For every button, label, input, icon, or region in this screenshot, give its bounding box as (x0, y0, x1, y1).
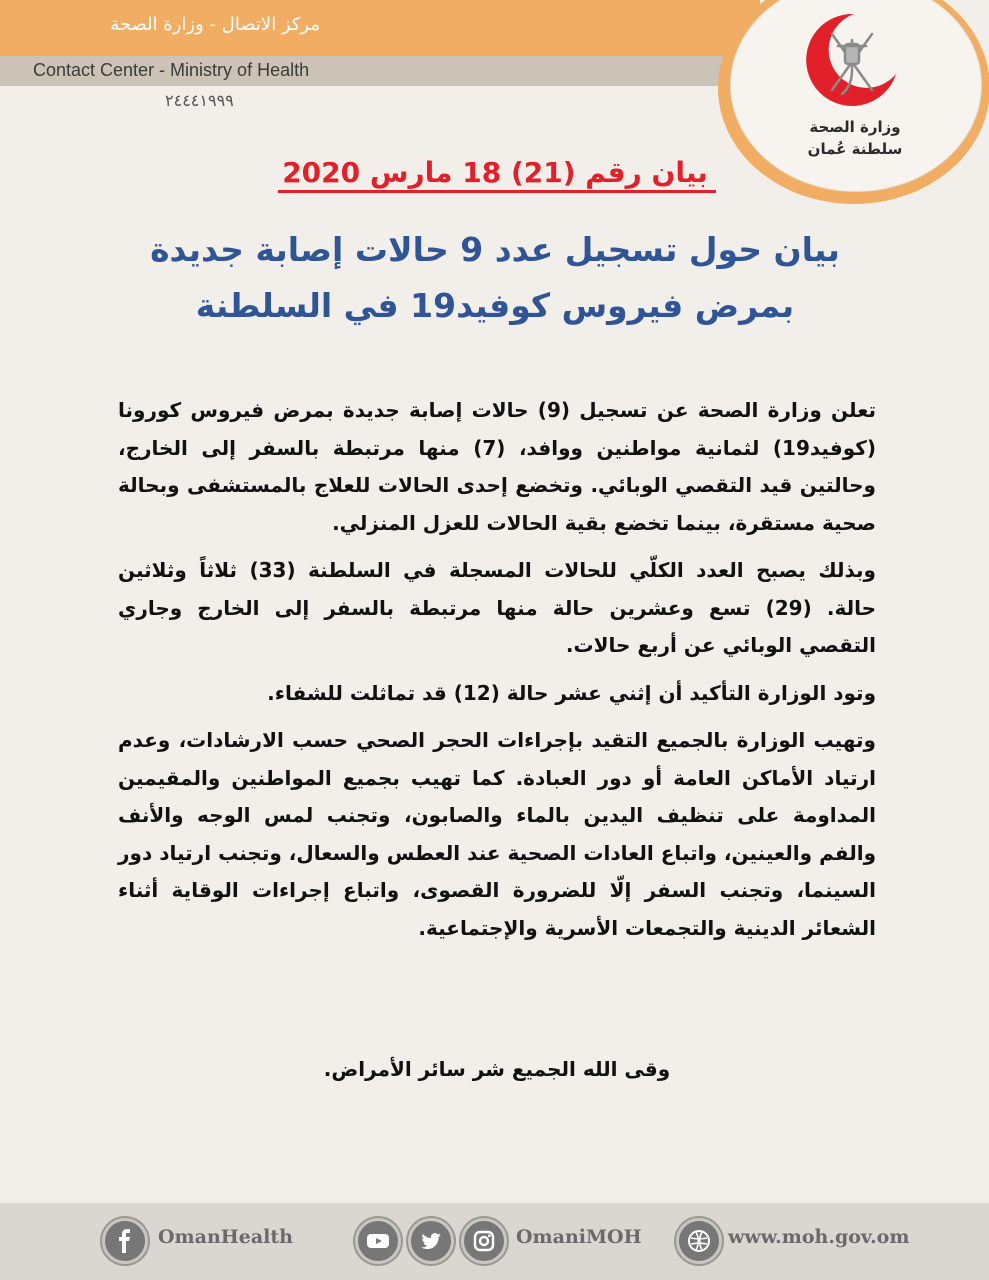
body-paragraph-2: وبذلك يصبح العدد الكلّي للحالات المسجلة في السلطنة (33) ثلاثاً وثلاثين حالة. (29) تسع وعشرين حالة منها مرتبطة بالسفر إلى الخارج وجاري التقصي الوبائي عن أربع حالات. (118, 558, 877, 657)
body-paragraph-1: تعلن وزارة الصحة عن تسجيل (9) حالات إصابة جديدة بمرض فيروس كورونا (كوفيد19) لثمانية مواطنين ووافد، (7) منها مرتبطة بالسفر إلى الخارج، وحالتين قيد التقصي الوبائي. وتخضع إحدى الحالات للعلاج بالمستشفى وبحالة صحية مستقرة، بينما تخضع بقية الحالات للعزل المنزلي. (118, 398, 876, 535)
statement-number: بيان رقم (21) 18 مارس 2020 (270, 156, 720, 189)
header-orange-band (0, 0, 760, 56)
logo-country-name: سلطنة عُمان (807, 140, 903, 158)
body-paragraph-3: وتود الوزارة التأكيد أن إثني عشر حالة (12) قد تماثلت للشفاء. (267, 680, 876, 705)
youtube-icon[interactable] (355, 1218, 401, 1264)
contact-center-arabic: مركز الاتصال - وزارة الصحة (110, 14, 320, 35)
twitter-icon[interactable] (408, 1218, 454, 1264)
contact-phone: ٢٤٤٤١٩٩٩ (165, 91, 234, 110)
contact-center-english: Contact Center - Ministry of Health (33, 60, 310, 80)
instagram-icon[interactable] (461, 1218, 507, 1264)
facebook-icon[interactable] (102, 1218, 148, 1264)
globe-icon[interactable] (676, 1218, 722, 1264)
logo-text (770, 116, 940, 160)
statement-headline: بيان حول تسجيل عدد 9 حالات إصابة جديدة بمرض فيروس كوفيد19 في السلطنة (150, 230, 840, 325)
ministry-emblem-icon (792, 10, 902, 110)
logo-ministry-name: وزارة الصحة (809, 118, 901, 136)
facebook-handle[interactable]: OmanHealth (158, 1226, 293, 1248)
body-paragraph-4: وتهيب الوزارة بالجميع التقيد بإجراءات الحجر الصحي حسب الارشادات، وعدم ارتياد الأماكن العامة أو دور العبادة. كما تهيب بجميع المواطنين والمقيمين المداومة على تنظيف اليدين بالماء والصابون، وتجنب لمس الوجه والأنف والفم والعينين، واتباع العادات الصحية عند العطس والسعال، وتجنب ارتياد دور السينما، وتجنب السفر إلّا للضرورة القصوى، واتباع إجراءات الوقاية أثناء الشعائر الدينية والتجمعات الأسرية والإجتماعية. (118, 728, 876, 940)
header-grey-band (0, 56, 760, 86)
social-handle[interactable]: OmaniMOH (516, 1226, 642, 1248)
website-link[interactable]: www.moh.gov.om (728, 1226, 910, 1248)
closing-line: وقى الله الجميع شر سائر الأمراض. (323, 1057, 671, 1081)
statement-body (118, 392, 876, 961)
